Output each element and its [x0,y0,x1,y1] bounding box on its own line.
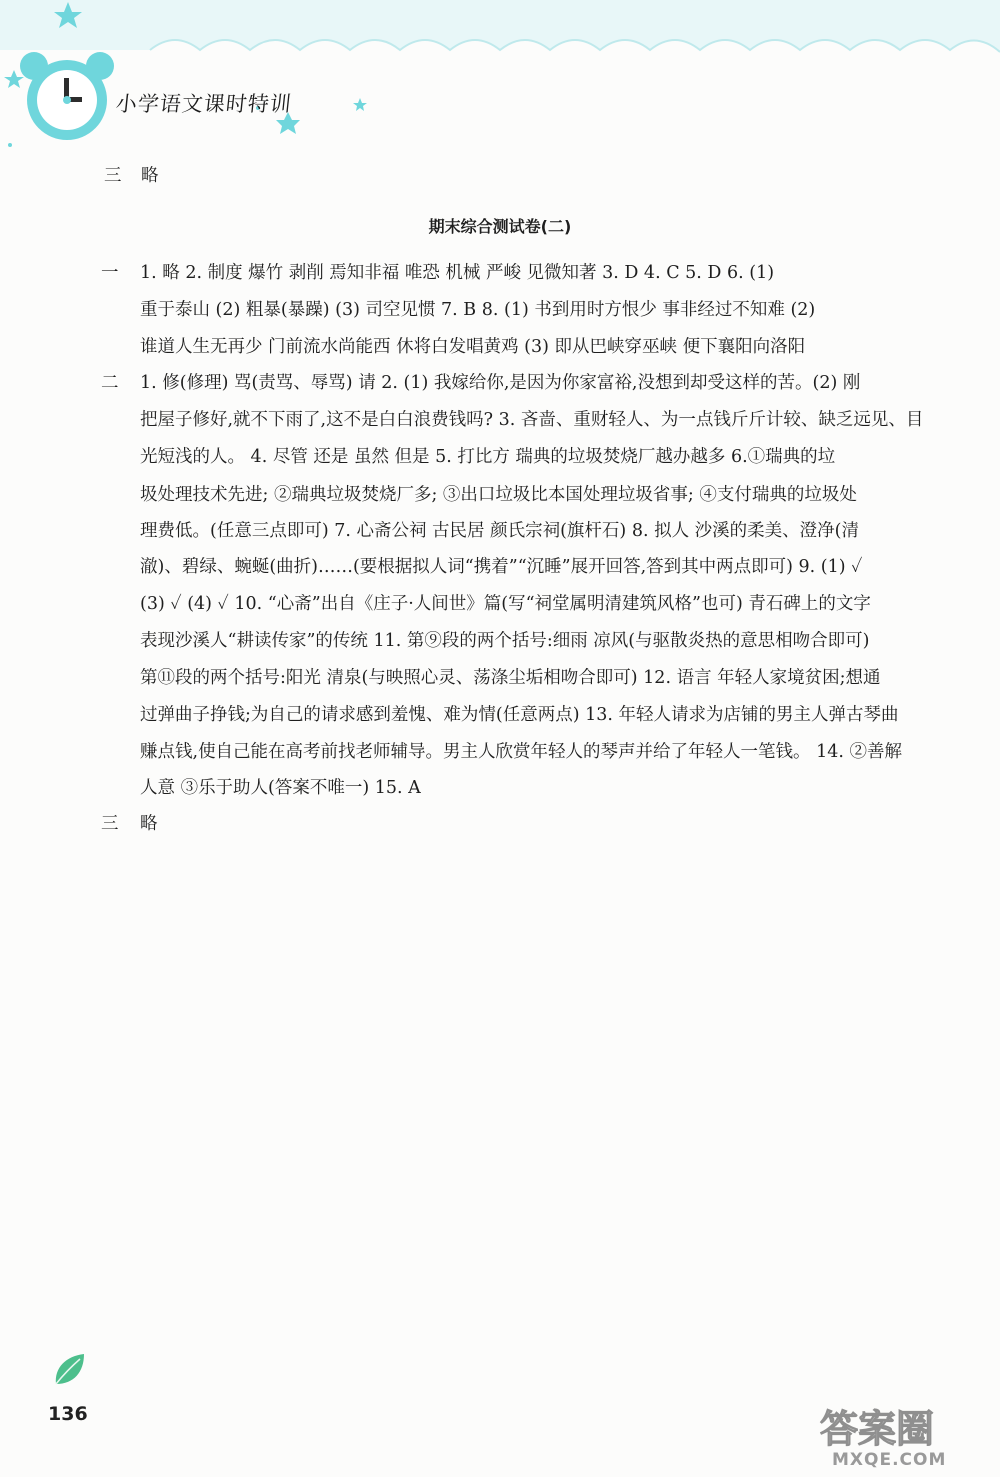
section-marker: 一 [101,263,119,283]
section-marker: 三 [101,814,119,834]
answer-line: 1. 略 2. 制度 爆竹 剥削 焉知非福 唯恐 机械 严峻 见微知著 3. D 4. C 5. D 6. (1) [140,263,775,283]
section-text: 略 [141,166,159,186]
answer-line: 澈)、碧绿、蜿蜒(曲折)……(要根据拟人词“携着”“沉睡”展开回答,答到其中两点即可) 9. (1) ✓ [140,557,863,577]
answer-line: 表现沙溪人“耕读传家”的传统 11. 第⑨段的两个括号:细雨 凉风(与驱散炎热的意思相吻合即可) [140,631,870,651]
header-decoration [0,0,1000,150]
star-icon [353,98,367,111]
answer-line: 过弹曲子挣钱;为自己的请求感到羞愧、难为情(任意两点) 13. 年轻人请求为店铺的男主人弹古琴曲 [140,705,899,725]
watermark-url: MXQE.COM [832,1450,947,1470]
leaf-icon [50,1350,90,1390]
answer-line: 1. 修(修理) 骂(责骂、辱骂) 请 2. (1) 我嫁给你,是因为你家富裕,没想到却受这样的苦。(2) 刚 [140,373,861,393]
section-marker: 二 [101,373,119,393]
svg-text:答案圈: 答案圈 [820,1407,935,1451]
answer-line: 圾处理技术先进; ②瑞典垃圾焚烧厂多; ③出口垃圾比本国处理垃圾省事; ④支付瑞典的垃圾处 [140,485,857,505]
answer-line: 光短浅的人。 4. 尽管 还是 虽然 但是 5. 打比方 瑞典的垃圾焚烧厂越办越多 6.①瑞典的垃 [140,447,836,467]
cloud-band [0,0,1000,52]
alarm-clock-icon [20,52,114,140]
answer-line: 理费低。(任意三点即可) 7. 心斋公祠 古民居 颜氏宗祠(旗杆石) 8. 拟人 沙溪的柔美、澄净(清 [140,521,859,541]
answer-line: 谁道人生无再少 门前流水尚能西 休将白发唱黄鸡 (3) 即从巴峡穿巫峡 便下襄阳向洛阳 [140,337,806,357]
answer-line: 重于泰山 (2) 粗暴(暴躁) (3) 司空见惯 7. B 8. (1) 书到用时方恨少 事非经过不知难 (2) [140,300,816,320]
answer-line: 人意 ③乐于助人(答案不唯一) 15. A [140,778,421,798]
page-number: 136 [48,1403,88,1425]
exam-title: 期末综合测试卷(二) [428,217,572,236]
answer-line: 赚点钱,使自己能在高考前找老师辅导。男主人欣赏年轻人的琴声并给了年轻人一笔钱。 14. ②善解 [140,742,903,762]
answer-line: 略 [140,814,158,834]
section-marker: 三 [104,166,122,186]
book-title: 小学语文课时特训 [114,92,294,116]
answer-line: 第⑪段的两个括号:阳光 清泉(与映照心灵、荡涤尘垢相吻合即可) 12. 语言 年轻人家境贫困;想通 [140,668,881,688]
answer-line: (3) ✓ (4) ✓ 10. “心斋”出自《庄子·人间世》篇(写“祠堂属明清建筑风格”也可) 青石碑上的文字 [140,594,871,614]
star-icon [4,70,24,88]
answer-line: 把屋子修好,就不下雨了,这不是白白浪费钱吗? 3. 吝啬、重财轻人、为一点钱斤斤计较、缺乏远见、目 [140,410,924,430]
